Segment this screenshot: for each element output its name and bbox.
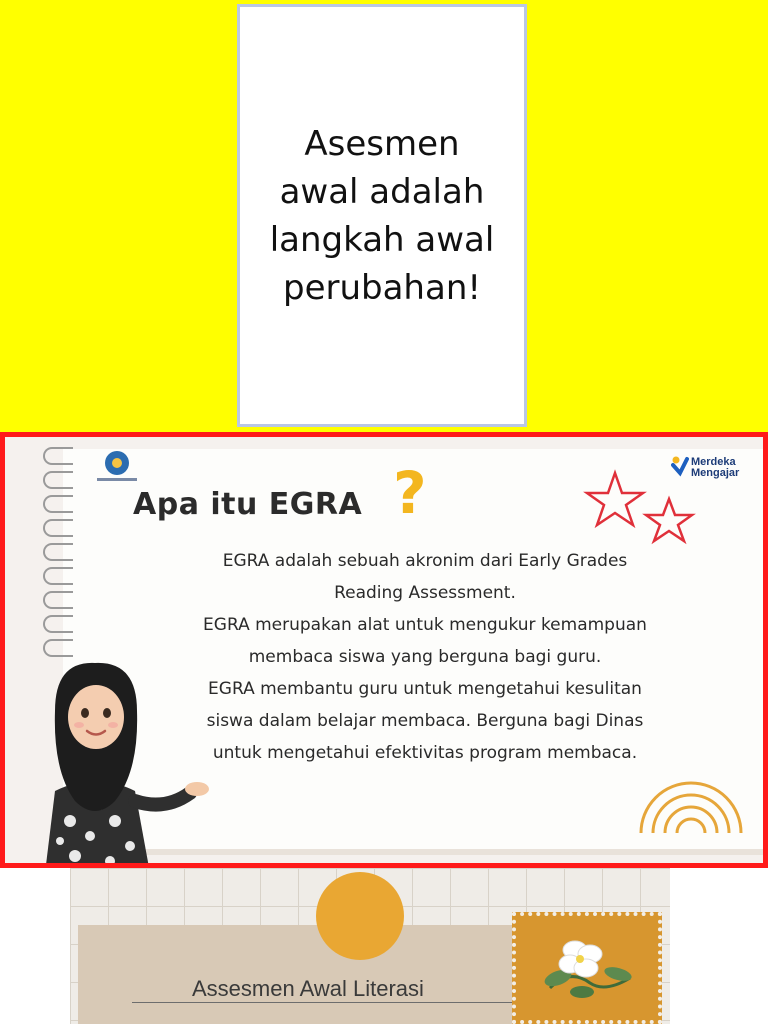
egra-line-3: EGRA merupakan alat untuk mengukur kemampuan (203, 615, 647, 635)
doodle-stars-icon (577, 467, 707, 557)
notebook-rings (43, 447, 83, 687)
egra-description (155, 545, 695, 769)
slide-asesmen-awal-literasi (0, 868, 768, 1024)
kemendikbud-logo-icon (97, 451, 137, 483)
rainbow-doodle-icon (631, 733, 751, 843)
quote-card (237, 4, 527, 427)
egra-line-4: membaca siswa yang berguna bagi guru. (248, 647, 602, 667)
egra-title: Apa itu EGRA (133, 487, 363, 522)
quote-line-3: langkah awal (269, 219, 495, 260)
egra-line-1: EGRA adalah sebuah akronim dari Early Grades (222, 551, 628, 571)
slide-apa-itu-egra (0, 432, 768, 868)
merdeka-label: Merdeka (691, 456, 736, 468)
sun-circle-icon (316, 872, 404, 960)
question-mark-icon: ? (393, 459, 427, 527)
title-band (78, 925, 518, 1024)
mengajar-label: Mengajar (691, 467, 740, 479)
teacher-character-illustration (15, 661, 215, 868)
egra-line-7: untuk mengetahui efektivitas program membaca. (212, 743, 638, 763)
white-flower-icon (530, 928, 640, 1008)
title-underline (132, 1002, 524, 1003)
egra-line-6: siswa dalam belajar membaca. Berguna bagi Dinas (206, 711, 644, 731)
egra-line-2: Reading Assessment. (334, 583, 516, 603)
quote-line-4: perubahan! (282, 267, 481, 308)
literasi-title: Assesmen Awal Literasi (192, 976, 424, 1001)
egra-line-5: EGRA membantu guru untuk mengetahui kesulitan (208, 679, 642, 699)
quote-text (252, 120, 512, 312)
quote-line-2: awal adalah (279, 171, 485, 212)
quote-line-1: Asesmen (304, 123, 460, 164)
slide-asesmen-awal (0, 0, 768, 432)
